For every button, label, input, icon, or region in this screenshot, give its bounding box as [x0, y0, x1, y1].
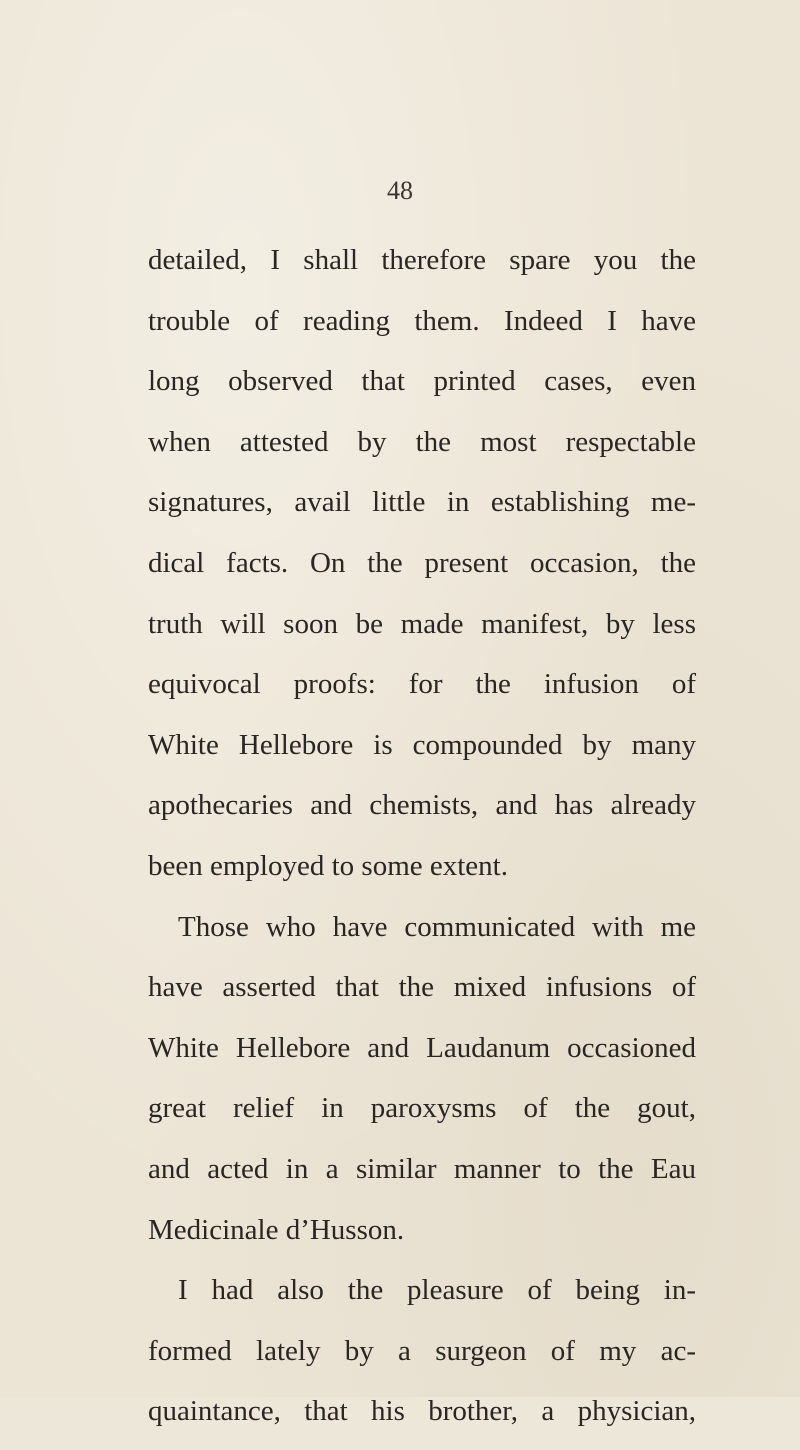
paragraph-start-line: Those who have communicated with me	[178, 910, 696, 943]
text-line: apothecaries and chemists, and has already	[148, 789, 696, 822]
text-line: great relief in paroxysms of the gout,	[148, 1092, 696, 1125]
text-line: quaintance, that his brother, a physician,	[148, 1395, 696, 1428]
body-text	[148, 238, 696, 1450]
text-line: signatures, avail little in establishing me-	[148, 486, 696, 519]
paragraph-end-line: been employed to some extent.	[148, 849, 508, 882]
text-line: White Hellebore and Laudanum occasioned	[148, 1031, 696, 1064]
text-line: formed lately by a surgeon of my ac-	[148, 1334, 696, 1367]
text-line: White Hellebore is compounded by many	[148, 728, 696, 761]
text-line: long observed that printed cases, even	[148, 365, 696, 398]
text-line: have asserted that the mixed infusions of	[148, 971, 696, 1004]
text-line: when attested by the most respectable	[148, 425, 696, 458]
text-line: equivocal proofs: for the infusion of	[148, 668, 696, 701]
text-line: dical facts. On the present occasion, the	[148, 546, 696, 579]
paragraph-start-line: I had also the pleasure of being in-	[178, 1274, 696, 1307]
text-line: truth will soon be made manifest, by less	[148, 607, 696, 640]
paragraph-end-line: Medicinale d’Husson.	[148, 1213, 405, 1246]
text-line: detailed, I shall therefore spare you the	[148, 244, 696, 276]
page-number: 48	[387, 176, 413, 205]
text-line: and acted in a similar manner to the Eau	[148, 1152, 696, 1185]
text-line: trouble of reading them. Indeed I have	[148, 304, 696, 337]
